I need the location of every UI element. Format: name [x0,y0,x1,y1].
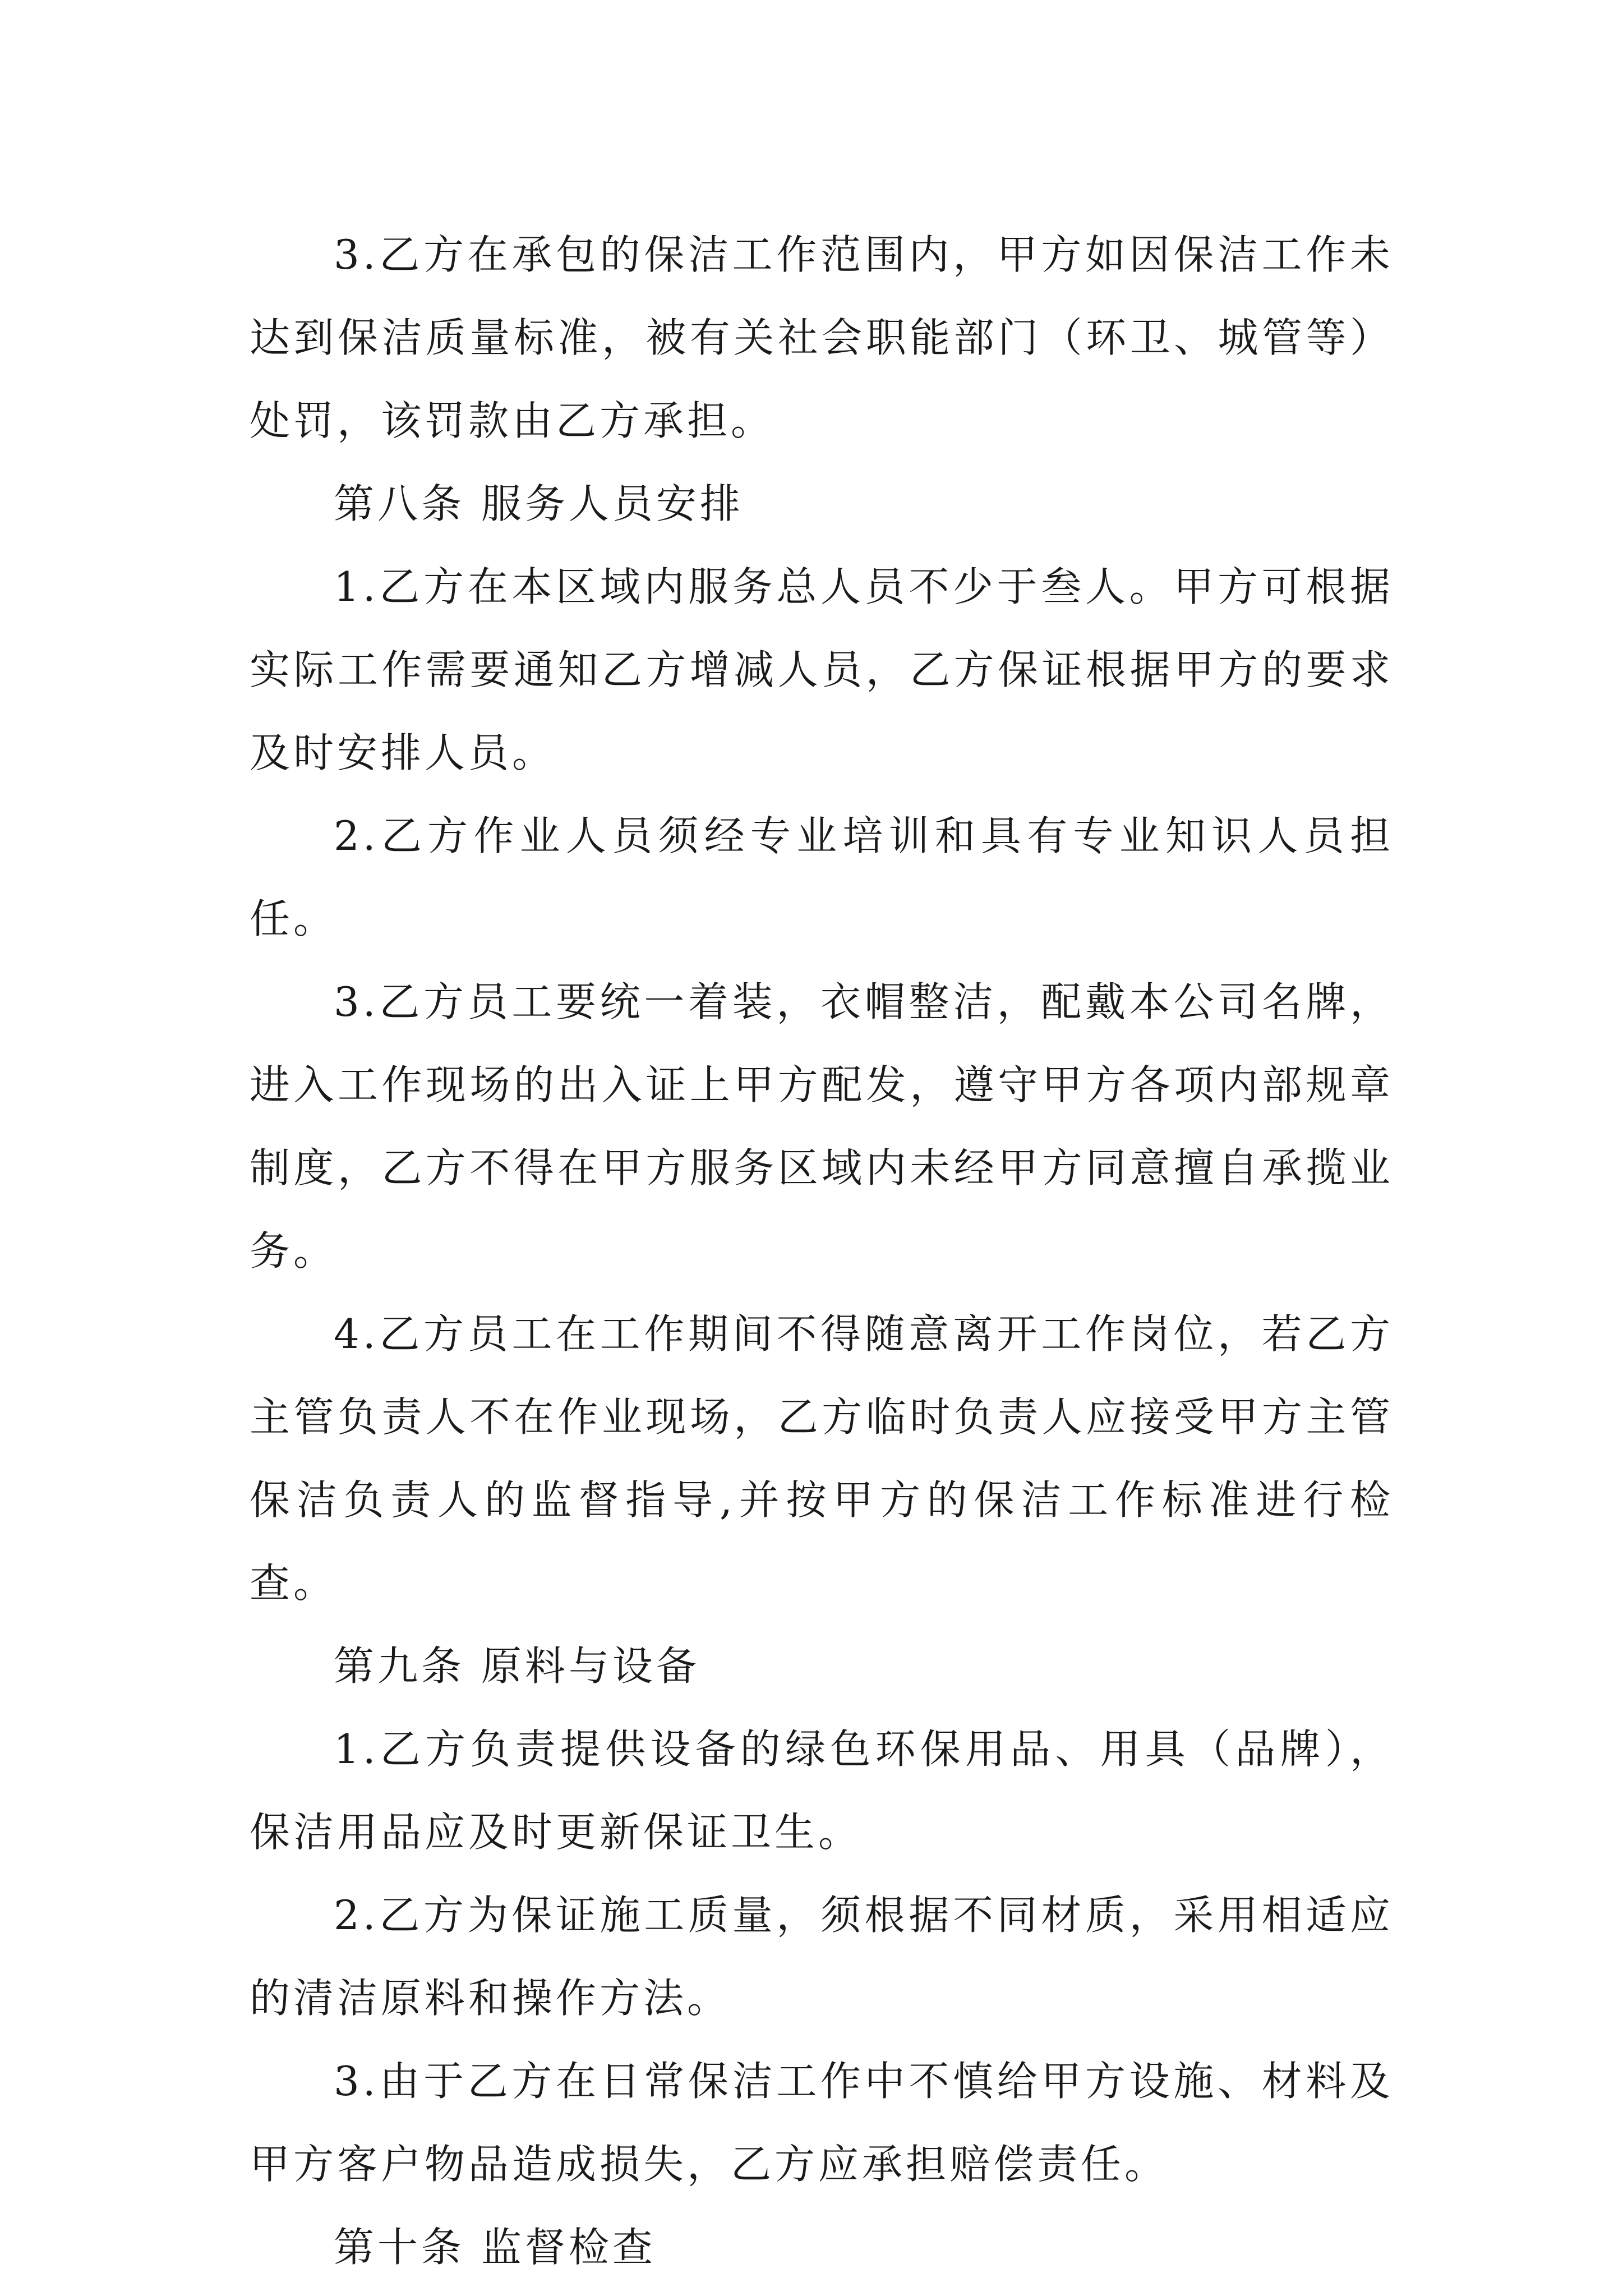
heading-article-10: 第十条 监督检查 [334,2224,656,2271]
document-body [250,213,1394,2289]
paragraph-clause-8-3: 3.乙方员工要统一着装，衣帽整洁，配戴本公司名牌，进入工作现场的出入证上甲方配发，遵守甲方各项内部规章制度，乙方不得在甲方服务区域内未经甲方同意擅自承揽业务。 [250,978,1394,1274]
paragraph-clause-8-1: 1.乙方在本区域内服务总人员不少于叁人。甲方可根据实际工作需要通知乙方增减人员，乙方保证根据甲方的要求及时安排人员。 [250,563,1394,776]
paragraph-clause-9-2: 2.乙方为保证施工质量，须根据不同材质，采用相适应的清洁原料和操作方法。 [250,1892,1394,2022]
heading-article-8: 第八条 服务人员安排 [334,480,744,527]
paragraph-clause-9-3: 3.由于乙方在日常保洁工作中不慎给甲方设施、材料及甲方客户物品造成损失，乙方应承担赔偿责任。 [250,2058,1394,2188]
heading-article-9: 第九条 原料与设备 [334,1642,700,1690]
paragraph-clause-9-1: 1.乙方负责提供设备的绿色环保用品、用具（品牌），保洁用品应及时更新保证卫生。 [250,1726,1394,1856]
paragraph-clause-8-4: 4.乙方员工在工作期间不得随意离开工作岗位，若乙方主管负责人不在作业现场，乙方临时负责人应接受甲方主管保洁负责人的监督指导,并按甲方的保洁工作标准进行检查。 [250,1310,1394,1607]
paragraph-clause-7-3: 3.乙方在承包的保洁工作范围内，甲方如因保洁工作未达到保洁质量标准，被有关社会职能部门（环卫、城管等）处罚，该罚款由乙方承担。 [250,231,1394,444]
paragraph-clause-8-2: 2.乙方作业人员须经专业培训和具有专业知识人员担任。 [250,812,1394,942]
